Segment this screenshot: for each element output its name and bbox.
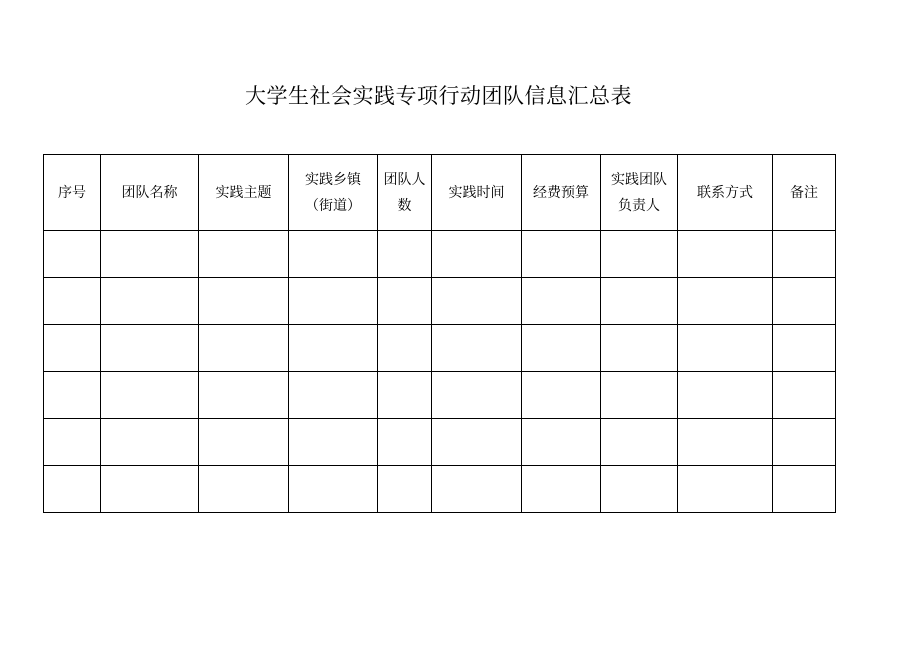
table-row <box>44 231 836 278</box>
header-cell-theme <box>199 155 289 231</box>
table-row <box>44 419 836 466</box>
header-label: 实践主题 <box>215 184 272 201</box>
header-label: 序号 <box>58 184 86 201</box>
header-cell-team-size <box>378 155 432 231</box>
table-cell <box>432 372 522 419</box>
table-cell <box>101 278 199 325</box>
table-cell <box>522 325 601 372</box>
table-cell <box>101 419 199 466</box>
header-label: 备注 <box>790 184 818 201</box>
table-cell <box>773 231 836 278</box>
table-cell <box>289 278 378 325</box>
table-cell <box>601 372 678 419</box>
table-cell <box>378 325 432 372</box>
table-cell <box>289 466 378 513</box>
table-cell <box>378 231 432 278</box>
table-cell <box>199 325 289 372</box>
table-cell <box>522 231 601 278</box>
table-cell <box>199 372 289 419</box>
table-cell <box>101 325 199 372</box>
table-cell <box>678 231 773 278</box>
table-cell <box>44 278 101 325</box>
header-label: 团队人 <box>383 171 426 188</box>
table-cell <box>773 466 836 513</box>
table-cell <box>432 466 522 513</box>
header-label: 实践时间 <box>448 184 505 201</box>
table-cell <box>678 372 773 419</box>
table-row <box>44 278 836 325</box>
table-cell <box>101 372 199 419</box>
table-row <box>44 372 836 419</box>
table-cell <box>522 372 601 419</box>
table-body <box>44 231 836 513</box>
table-cell <box>678 278 773 325</box>
table-cell <box>44 325 101 372</box>
table-cell <box>773 325 836 372</box>
table-cell <box>378 419 432 466</box>
document-title: 大学生社会实践专项行动团队信息汇总表 <box>245 84 632 108</box>
table-cell <box>289 419 378 466</box>
table-cell <box>289 372 378 419</box>
table-cell <box>522 278 601 325</box>
table-cell <box>773 419 836 466</box>
table-cell <box>199 278 289 325</box>
header-label: 团队名称 <box>121 184 178 201</box>
table-cell <box>678 419 773 466</box>
header-label: 实践乡镇 <box>305 171 361 188</box>
header-cell-contact <box>678 155 773 231</box>
table-cell <box>44 466 101 513</box>
table-cell <box>199 231 289 278</box>
table-cell <box>199 466 289 513</box>
table-cell <box>378 372 432 419</box>
header-label: 数 <box>397 197 412 214</box>
table-cell <box>601 325 678 372</box>
table-cell <box>522 419 601 466</box>
header-cell-township <box>289 155 378 231</box>
table-cell <box>44 419 101 466</box>
table-cell <box>432 419 522 466</box>
table-cell <box>601 231 678 278</box>
header-cell-time <box>432 155 522 231</box>
table-cell <box>522 466 601 513</box>
team-summary-table <box>43 154 836 513</box>
table-cell <box>199 419 289 466</box>
header-label: 实践团队 <box>611 171 667 188</box>
table-cell <box>101 466 199 513</box>
header-cell-remarks <box>773 155 836 231</box>
table-cell <box>432 325 522 372</box>
table-cell <box>432 278 522 325</box>
table-cell <box>378 278 432 325</box>
header-cell-budget <box>522 155 601 231</box>
table-cell <box>378 466 432 513</box>
table-cell <box>44 231 101 278</box>
table-cell <box>773 372 836 419</box>
table-cell <box>44 372 101 419</box>
table-cell <box>773 278 836 325</box>
header-cell-team-name <box>101 155 199 231</box>
table-cell <box>601 278 678 325</box>
header-cell-leader <box>601 155 678 231</box>
header-label: 联系方式 <box>697 184 753 201</box>
table-cell <box>601 466 678 513</box>
table-cell <box>289 325 378 372</box>
table-cell <box>432 231 522 278</box>
table-cell <box>289 231 378 278</box>
table-header-row <box>44 155 836 231</box>
header-label: 负责人 <box>618 197 660 214</box>
header-cell-index <box>44 155 101 231</box>
table-cell <box>601 419 678 466</box>
table-row <box>44 325 836 372</box>
table-cell <box>101 231 199 278</box>
table-cell <box>678 325 773 372</box>
table-cell <box>678 466 773 513</box>
header-label: （街道） <box>305 197 361 214</box>
header-label: 经费预算 <box>533 184 589 201</box>
table-row <box>44 466 836 513</box>
